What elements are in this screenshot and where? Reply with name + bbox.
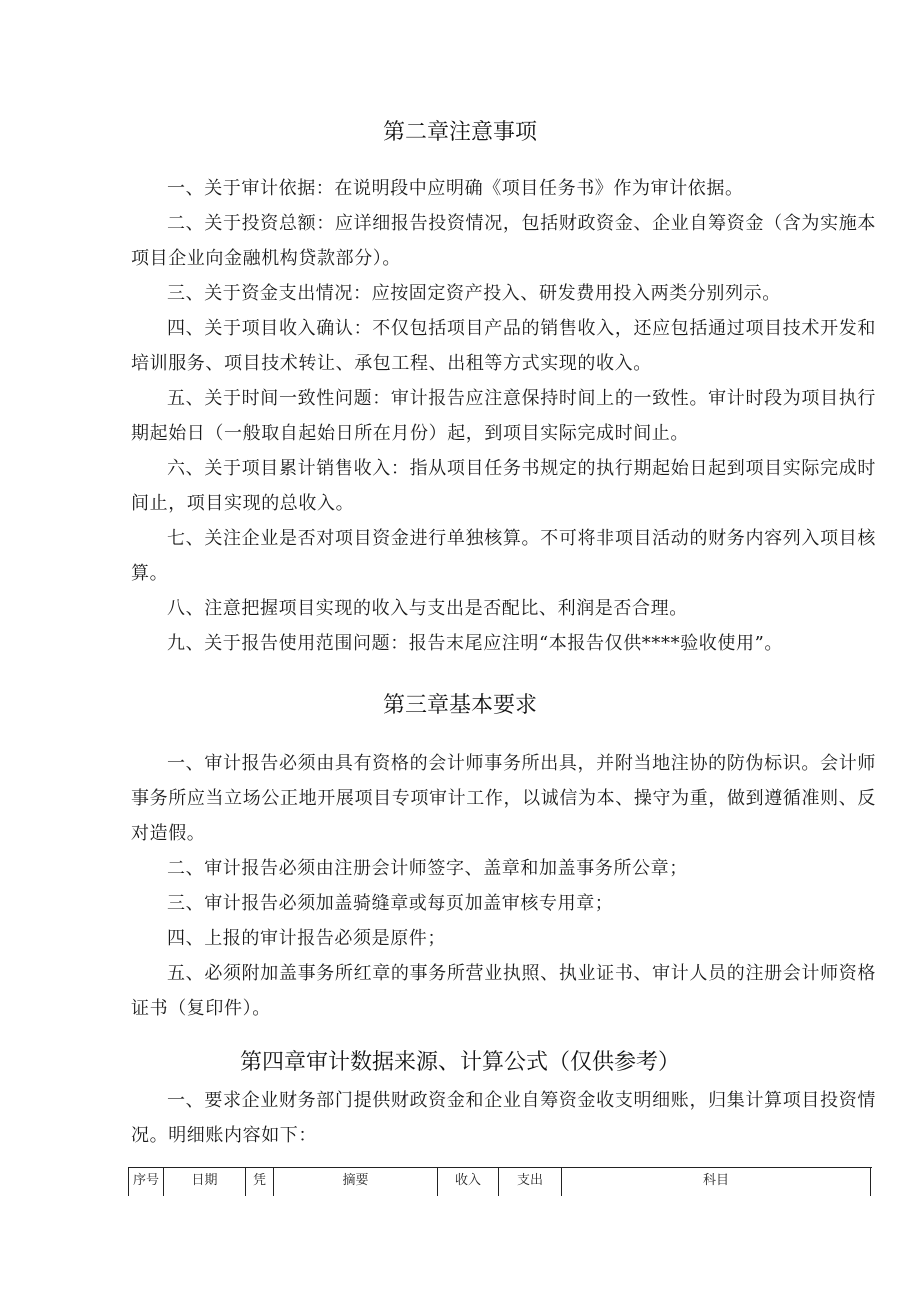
chapter2-item-6: 六、关于项目累计销售收入：指从项目任务书规定的执行期起始日起到项目实际完成时间止，项目实现的总收入。 [131,458,876,514]
chapter2-item-2: 二、关于投资总额：应详细报告投资情况，包括财政资金、企业自筹资金（含为实施本项目企业向金融机构贷款部分）。 [131,213,876,269]
header-cell-summary: 摘要 [274,1168,438,1196]
chapter4-title: 第四章审计数据来源、计算公式（仅供参考） [239,1050,680,1075]
header-cell-index: 序号 [129,1168,164,1196]
chapter2-item-5: 五、关于时间一致性问题：审计报告应注意保持时间上的一致性。审计时段为项目执行期起始日（一般取自起始日所在月份）起，到项目实际完成时间止。 [131,388,876,444]
chapter3-title: 第三章基本要求 [382,693,537,718]
header-cell-income: 收入 [438,1168,499,1196]
header-cell-expense: 支出 [499,1168,562,1196]
header-cell-date: 日期 [164,1168,246,1196]
chapter3-item-3: 三、审计报告必须加盖骑缝章或每页加盖审核专用章； [167,893,614,914]
chapter2-item-4: 四、关于项目收入确认：不仅包括项目产品的销售收入，还应包括通过项目技术开发和培训服务、项目技术转让、承包工程、出租等方式实现的收入。 [131,318,876,374]
chapter2-title: 第二章注意事项 [382,120,537,145]
chapter2-item-7: 七、关注企业是否对项目资金进行单独核算。不可将非项目活动的财务内容列入项目核算。 [131,528,876,584]
chapter3-item-4: 四、上报的审计报告必须是原件； [167,928,446,949]
chapter2-item-1: 一、关于审计依据：在说明段中应明确《项目任务书》作为审计依据。 [167,178,744,199]
header-cell-subject: 科目 [562,1168,871,1196]
header-cell-voucher: 凭 [246,1168,274,1196]
chapter2-item-3: 三、关于资金支出情况：应按固定资产投入、研发费用投入两类分别列示。 [167,283,781,304]
chapter2-item-9: 九、关于报告使用范围问题：报告末尾应注明“本报告仅供****验收使用”。 [167,633,784,654]
chapter4-item-1: 一、要求企业财务部门提供财政资金和企业自筹资金收支明细账，归集计算项目投资情况。明细账内容如下： [131,1090,876,1146]
chapter2-item-8: 八、注意把握项目实现的收入与支出是否配比、利润是否合理。 [167,598,688,619]
chapter3-item-1: 一、审计报告必须由具有资格的会计师事务所出具，并附当地注协的防伪标识。会计师事务所应当立场公正地开展项目专项审计工作，以诚信为本、操守为重，做到遵循准则、反对造假。 [131,753,876,844]
ledger-table-header [128,1167,872,1196]
chapter3-item-2: 二、审计报告必须由注册会计师签字、盖章和加盖事务所公章； [167,858,688,879]
chapter3-item-5: 五、必须附加盖事务所红章的事务所营业执照、执业证书、审计人员的注册会计师资格证书（复印件）。 [131,963,876,1019]
